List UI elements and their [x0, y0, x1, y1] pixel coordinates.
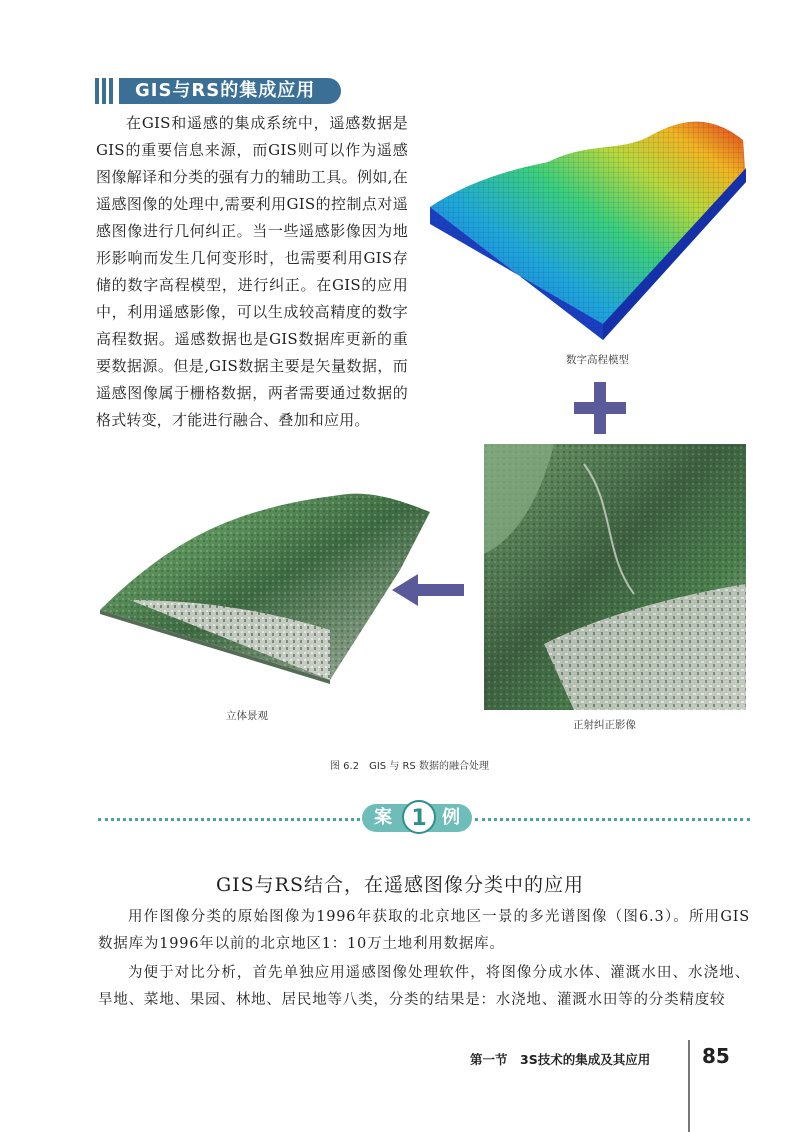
- ortho-image: [484, 444, 746, 710]
- stereo-landscape: [100, 490, 440, 686]
- case-title: GIS与RS结合，在遥感图像分类中的应用: [215, 874, 585, 896]
- page-number: 85: [702, 1044, 730, 1068]
- case-label-left: 案: [374, 807, 392, 828]
- dem-figure: [428, 112, 758, 344]
- plus-icon: [574, 382, 626, 434]
- case-divider-right: [475, 818, 750, 821]
- case-paragraph-1: 用作图像分类的原始图像为1996年获取的北京地区一景的多光谱图像（图6.3）。所用GIS数据库为1996年以前的北京地区1：10万土地利用数据库。: [98, 909, 750, 952]
- case-number: 1: [402, 800, 436, 834]
- case-divider-left: [98, 818, 360, 821]
- stereo-caption: 立体景观: [226, 710, 268, 722]
- dem-caption: 数字高程模型: [566, 354, 629, 366]
- case-badge: [362, 800, 472, 836]
- chapter-footer: 第一节 3S技术的集成及其应用: [470, 1052, 651, 1067]
- ortho-caption: 正射纠正影像: [573, 719, 636, 731]
- case-label-right: 例: [442, 807, 460, 828]
- section-title: GIS与RS的集成应用: [119, 78, 341, 104]
- section-header: [95, 78, 341, 104]
- section-header-bars: [95, 78, 113, 104]
- footer-rule: [688, 1040, 690, 1132]
- case-paragraph-2: 为便于对比分析，首先单独应用遥感图像处理软件，将图像分成水体、灌溉水田、水浇地、旱地、菜地、果园、林地、居民地等八类，分类的结果是：水浇地、灌溉水田等的分类精度较: [98, 965, 750, 1008]
- intro-paragraph: 在GIS和遥感的集成系统中，遥感数据是GIS的重要信息来源，而GIS则可以作为遥感图像解译和分类的强有力的辅助工具。例如,在遥感图像的处理中,需要利用GIS的控制点对遥感图像进行几何纠正。当一些遥感影像因为地形影响而发生几何变形时，也需要利用GIS存储的数字高程模型，进行纠正。在GIS的应用中，利用遥感影像，可以生成较高精度的数字高程数据。遥感数据也是GIS数据库更新的重要数据源。但是,GIS数据主要是矢量数据，而遥感图像属于栅格数据，两者需要通过数据的格式转变，才能进行融合、叠加和应用。: [96, 114, 408, 429]
- figure-caption: 图 6.2 GIS 与 RS 数据的融合处理: [330, 761, 489, 772]
